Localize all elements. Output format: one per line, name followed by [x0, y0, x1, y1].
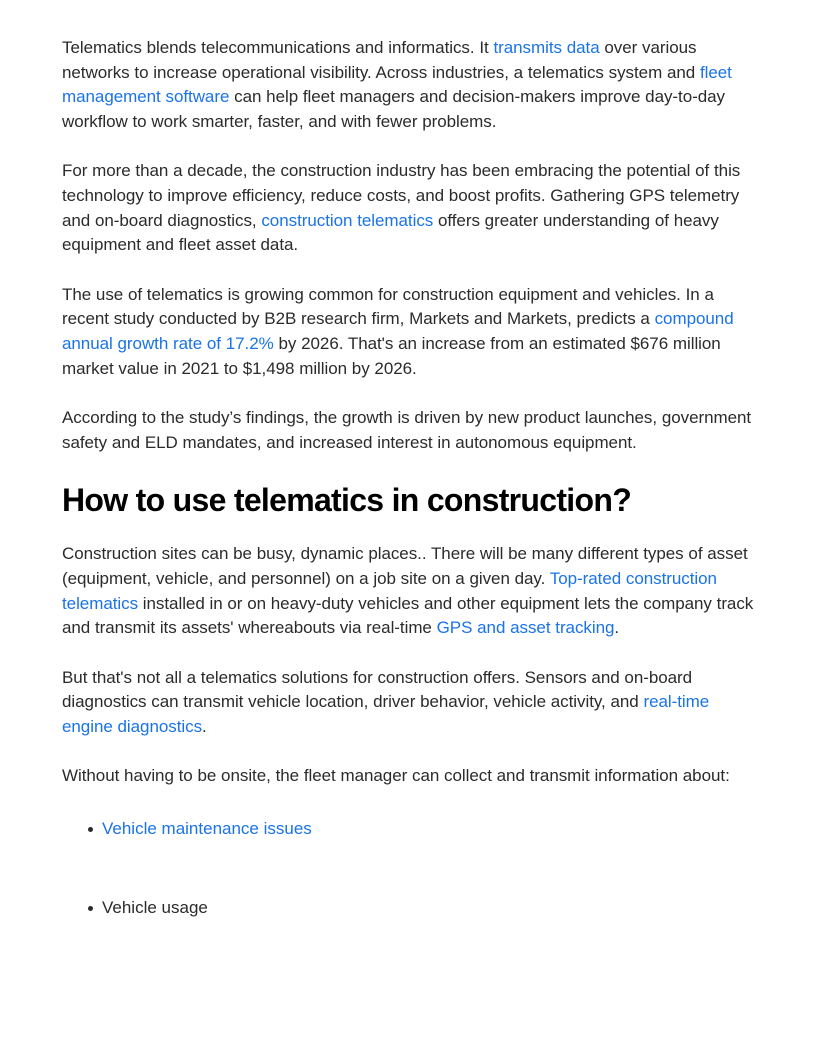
paragraph-intro-text-1: Telematics blends telecommunications and informatics. It — [62, 38, 494, 57]
paragraph-sensors-text-1: But that's not all a telematics solutions for construction offers. Sensors and on-board diagnostics can transmit vehicle location, driver behavior, vehicle activity, and — [62, 667, 693, 712]
paragraph-fleet-manager-collect: Without having to be onsite, the fleet manager can collect and transmit information about: — [62, 766, 730, 786]
paragraph-market-growth-text-1: The use of telematics is growing common for construction equipment and vehicles. In a recent study conducted by B2B research firm, Markets and Markets, predicts a — [62, 284, 714, 329]
paragraph-intro-text-2: over various networks to increase operational visibility. Across industries, a telematics system and — [62, 38, 700, 82]
paragraph-sensors — [62, 666, 754, 740]
paragraph-construction-sites — [62, 542, 754, 640]
link-transmits-data[interactable]: transmits data — [493, 38, 600, 57]
paragraph-intro-text-3: can help fleet managers and decision-makers improve day-to-day workflow to work smarter, faster, and with fewer problems. — [62, 87, 725, 131]
link-vehicle-maintenance-issues[interactable]: Vehicle maintenance issues — [102, 819, 312, 839]
link-real-time-engine-diagnostics[interactable]: real-time engine diagnostics — [62, 692, 710, 736]
paragraph-construction-sites-text-3: . — [614, 618, 620, 638]
paragraph-market-growth-text-2: by 2026. That's an increase from an estimated $676 million market value in 2021 to $1,498 million by 2026. — [62, 333, 721, 378]
link-gps-and-asset-tracking[interactable]: GPS and asset tracking — [436, 618, 615, 638]
link-fleet-management-software[interactable]: fleet management software — [62, 62, 732, 107]
paragraph-construction-sites-text-1: Construction sites can be busy, dynamic places.. There will be many different types of asset (equipment, vehicle, and personnel) on a job site on a given day. — [62, 544, 748, 588]
paragraph-decade-text-2: offers greater understanding of heavy equipment and fleet asset data. — [62, 210, 719, 255]
paragraph-intro — [62, 36, 754, 134]
list-item — [62, 817, 754, 842]
bullet-point-icon — [88, 906, 93, 911]
paragraph-decade — [62, 159, 754, 257]
information-bullet-list — [62, 817, 754, 920]
paragraph-construction-sites-text-2: installed in or on heavy-duty vehicles and other equipment lets the company track and transmit its assets' whereabouts via real-time — [62, 593, 754, 638]
list-item-label: Vehicle usage — [102, 897, 208, 917]
paragraph-sensors-text-2: . — [202, 716, 207, 736]
link-compound-annual-growth-rate[interactable]: compound annual growth rate of 17.2% — [62, 309, 734, 353]
list-item — [62, 896, 754, 921]
paragraph-market-growth — [62, 283, 754, 381]
paragraph-study-findings: According to the study’s findings, the growth is driven by new product launches, government safety and ELD mandates, and increased interest in autonomous equipment. — [62, 408, 752, 452]
article-content — [62, 36, 754, 920]
section-heading-how-to-use: How to use telematics in construction? — [62, 482, 632, 519]
link-construction-telematics[interactable]: construction telematics — [261, 210, 434, 230]
link-top-rated-construction-telematics[interactable]: Top-rated construction telematics — [62, 568, 717, 613]
bullet-point-icon — [88, 827, 93, 832]
paragraph-decade-text-1: For more than a decade, the construction industry has been embracing the potential of this technology to improve efficiency, reduce costs, and boost profits. Gathering GPS telemetry and on-board diagnostics, — [62, 161, 741, 230]
